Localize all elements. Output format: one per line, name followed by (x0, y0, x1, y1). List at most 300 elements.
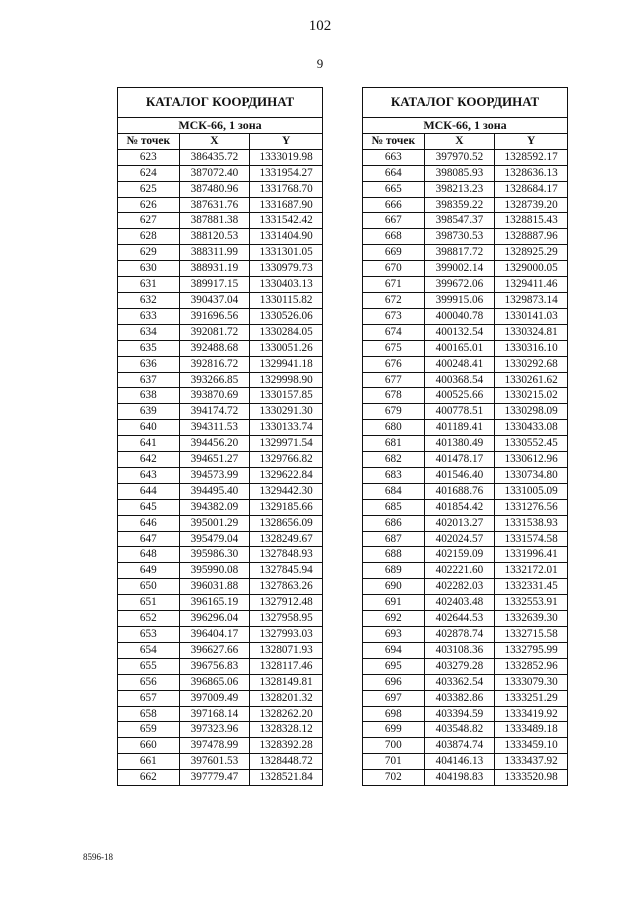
x-coordinate-cell: 396756.83 (179, 658, 250, 674)
point-number-cell: 641 (118, 436, 180, 452)
x-coordinate-cell: 402282.03 (424, 579, 495, 595)
point-number-cell: 628 (118, 229, 180, 245)
point-number-cell: 680 (363, 420, 425, 436)
y-coordinate-cell: 1332331.45 (495, 579, 568, 595)
y-coordinate-cell: 1332715.58 (495, 627, 568, 643)
table-row (118, 483, 323, 499)
y-coordinate-cell: 1329941.18 (250, 356, 323, 372)
table-row (118, 642, 323, 658)
point-number-cell: 657 (118, 690, 180, 706)
y-coordinate-cell: 1328071.93 (250, 642, 323, 658)
catalog-zone: МСК-66, 1 зона (363, 118, 568, 134)
table-row (118, 149, 323, 165)
x-coordinate-cell: 392816.72 (179, 356, 250, 372)
point-number-cell: 695 (363, 658, 425, 674)
y-coordinate-cell: 1332639.30 (495, 611, 568, 627)
x-coordinate-cell: 401380.49 (424, 436, 495, 452)
x-coordinate-cell: 398359.22 (424, 197, 495, 213)
x-coordinate-cell: 397478.99 (179, 738, 250, 754)
table-row (118, 738, 323, 754)
x-coordinate-cell: 396165.19 (179, 595, 250, 611)
y-coordinate-cell: 1331404.90 (250, 229, 323, 245)
table-row (118, 308, 323, 324)
point-number-cell: 670 (363, 261, 425, 277)
table-row (363, 229, 568, 245)
table-row (363, 197, 568, 213)
y-coordinate-cell: 1330403.13 (250, 277, 323, 293)
table-row (363, 213, 568, 229)
point-number-cell: 649 (118, 563, 180, 579)
point-number-cell: 656 (118, 674, 180, 690)
table-row (118, 579, 323, 595)
point-number-cell: 694 (363, 642, 425, 658)
point-number-cell: 661 (118, 754, 180, 770)
point-number-cell: 671 (363, 277, 425, 293)
point-number-cell: 636 (118, 356, 180, 372)
table-row (118, 245, 323, 261)
x-coordinate-cell: 386435.72 (179, 149, 250, 165)
column-header-y: Y (495, 133, 568, 149)
x-coordinate-cell: 402024.57 (424, 531, 495, 547)
x-coordinate-cell: 400132.54 (424, 324, 495, 340)
table-row (118, 674, 323, 690)
point-number-cell: 685 (363, 499, 425, 515)
point-number-cell: 690 (363, 579, 425, 595)
x-coordinate-cell: 387631.76 (179, 197, 250, 213)
x-coordinate-cell: 396865.06 (179, 674, 250, 690)
y-coordinate-cell: 1333019.98 (250, 149, 323, 165)
y-coordinate-cell: 1331005.09 (495, 483, 568, 499)
y-coordinate-cell: 1332172.01 (495, 563, 568, 579)
catalog-title: КАТАЛОГ КООРДИНАТ (118, 88, 323, 118)
x-coordinate-cell: 388931.19 (179, 261, 250, 277)
y-coordinate-cell: 1328201.32 (250, 690, 323, 706)
x-coordinate-cell: 394456.20 (179, 436, 250, 452)
x-coordinate-cell: 398547.37 (424, 213, 495, 229)
point-number-cell: 659 (118, 722, 180, 738)
x-coordinate-cell: 401688.76 (424, 483, 495, 499)
x-coordinate-cell: 400040.78 (424, 308, 495, 324)
table-row (118, 165, 323, 181)
point-number-cell: 627 (118, 213, 180, 229)
table-row (118, 261, 323, 277)
y-coordinate-cell: 1328684.17 (495, 181, 568, 197)
x-coordinate-cell: 396627.66 (179, 642, 250, 658)
table-row (363, 770, 568, 786)
y-coordinate-cell: 1330292.68 (495, 356, 568, 372)
table-row (363, 627, 568, 643)
point-number-cell: 673 (363, 308, 425, 324)
x-coordinate-cell: 398085.93 (424, 165, 495, 181)
point-number-cell: 686 (363, 515, 425, 531)
table-row (363, 292, 568, 308)
point-number-cell: 623 (118, 149, 180, 165)
y-coordinate-cell: 1330115.82 (250, 292, 323, 308)
point-number-cell: 646 (118, 515, 180, 531)
y-coordinate-cell: 1329185.66 (250, 499, 323, 515)
x-coordinate-cell: 400525.66 (424, 388, 495, 404)
y-coordinate-cell: 1328149.81 (250, 674, 323, 690)
point-number-cell: 665 (363, 181, 425, 197)
y-coordinate-cell: 1328521.84 (250, 770, 323, 786)
x-coordinate-cell: 397009.49 (179, 690, 250, 706)
x-coordinate-cell: 400778.51 (424, 404, 495, 420)
y-coordinate-cell: 1329873.14 (495, 292, 568, 308)
table-row (363, 436, 568, 452)
coordinate-catalog-table-right (362, 87, 568, 786)
y-coordinate-cell: 1333489.18 (495, 722, 568, 738)
point-number-cell: 660 (118, 738, 180, 754)
point-number-cell: 633 (118, 308, 180, 324)
point-number-cell: 632 (118, 292, 180, 308)
point-number-cell: 637 (118, 372, 180, 388)
y-coordinate-cell: 1328656.09 (250, 515, 323, 531)
point-number-cell: 699 (363, 722, 425, 738)
x-coordinate-cell: 393266.85 (179, 372, 250, 388)
table-row (118, 658, 323, 674)
table-body (363, 149, 568, 785)
point-number-cell: 629 (118, 245, 180, 261)
table-row (363, 324, 568, 340)
table-row (118, 690, 323, 706)
y-coordinate-cell: 1327958.95 (250, 611, 323, 627)
x-coordinate-cell: 395001.29 (179, 515, 250, 531)
x-coordinate-cell: 389917.15 (179, 277, 250, 293)
table-row (363, 340, 568, 356)
table-row (118, 197, 323, 213)
x-coordinate-cell: 401189.41 (424, 420, 495, 436)
y-coordinate-cell: 1328887.96 (495, 229, 568, 245)
table-row (363, 674, 568, 690)
y-coordinate-cell: 1332852.96 (495, 658, 568, 674)
table-row (118, 547, 323, 563)
table-row (118, 531, 323, 547)
x-coordinate-cell: 397168.14 (179, 706, 250, 722)
table-row (363, 404, 568, 420)
table-row (118, 595, 323, 611)
point-number-cell: 635 (118, 340, 180, 356)
table-row (118, 404, 323, 420)
y-coordinate-cell: 1327993.03 (250, 627, 323, 643)
x-coordinate-cell: 388120.53 (179, 229, 250, 245)
x-coordinate-cell: 394651.27 (179, 452, 250, 468)
y-coordinate-cell: 1330979.73 (250, 261, 323, 277)
y-coordinate-cell: 1331538.93 (495, 515, 568, 531)
table-row (363, 467, 568, 483)
point-number-cell: 625 (118, 181, 180, 197)
point-number-cell: 644 (118, 483, 180, 499)
document-code: 8596-18 (83, 852, 113, 862)
table-row (118, 436, 323, 452)
point-number-cell: 677 (363, 372, 425, 388)
table-row (118, 754, 323, 770)
table-row (363, 706, 568, 722)
x-coordinate-cell: 401854.42 (424, 499, 495, 515)
point-number-cell: 700 (363, 738, 425, 754)
y-coordinate-cell: 1327848.93 (250, 547, 323, 563)
y-coordinate-cell: 1333520.98 (495, 770, 568, 786)
y-coordinate-cell: 1330051.26 (250, 340, 323, 356)
page-number: 102 (308, 18, 332, 34)
point-number-cell: 691 (363, 595, 425, 611)
y-coordinate-cell: 1330157.85 (250, 388, 323, 404)
point-number-cell: 683 (363, 467, 425, 483)
x-coordinate-cell: 397779.47 (179, 770, 250, 786)
y-coordinate-cell: 1329971.54 (250, 436, 323, 452)
y-coordinate-cell: 1330298.09 (495, 404, 568, 420)
y-coordinate-cell: 1332553.91 (495, 595, 568, 611)
table-row (363, 372, 568, 388)
table-row (118, 372, 323, 388)
y-coordinate-cell: 1331687.90 (250, 197, 323, 213)
table-row (118, 467, 323, 483)
x-coordinate-cell: 402644.53 (424, 611, 495, 627)
x-coordinate-cell: 400368.54 (424, 372, 495, 388)
table-row (363, 499, 568, 515)
table-row (118, 452, 323, 468)
y-coordinate-cell: 1327845.94 (250, 563, 323, 579)
point-number-cell: 682 (363, 452, 425, 468)
table-row (118, 515, 323, 531)
x-coordinate-cell: 387480.96 (179, 181, 250, 197)
x-coordinate-cell: 392081.72 (179, 324, 250, 340)
y-coordinate-cell: 1333419.92 (495, 706, 568, 722)
point-number-cell: 630 (118, 261, 180, 277)
x-coordinate-cell: 402159.09 (424, 547, 495, 563)
point-number-cell: 662 (118, 770, 180, 786)
y-coordinate-cell: 1328117.46 (250, 658, 323, 674)
table-row (363, 149, 568, 165)
y-coordinate-cell: 1330433.08 (495, 420, 568, 436)
table-row (363, 658, 568, 674)
table-row (363, 245, 568, 261)
x-coordinate-cell: 403108.36 (424, 642, 495, 658)
y-coordinate-cell: 1330133.74 (250, 420, 323, 436)
table-row (363, 515, 568, 531)
y-coordinate-cell: 1328592.17 (495, 149, 568, 165)
table-row (118, 563, 323, 579)
point-number-cell: 669 (363, 245, 425, 261)
y-coordinate-cell: 1331276.56 (495, 499, 568, 515)
y-coordinate-cell: 1330215.02 (495, 388, 568, 404)
y-coordinate-cell: 1328739.20 (495, 197, 568, 213)
column-header-point-number: № точек (363, 133, 425, 149)
y-coordinate-cell: 1333437.92 (495, 754, 568, 770)
x-coordinate-cell: 402221.60 (424, 563, 495, 579)
x-coordinate-cell: 387881.38 (179, 213, 250, 229)
column-header-x: X (179, 133, 250, 149)
table-row (118, 420, 323, 436)
table-row (118, 722, 323, 738)
y-coordinate-cell: 1327912.48 (250, 595, 323, 611)
table-row (363, 388, 568, 404)
point-number-cell: 654 (118, 642, 180, 658)
point-number-cell: 640 (118, 420, 180, 436)
x-coordinate-cell: 403548.82 (424, 722, 495, 738)
table-row (363, 722, 568, 738)
y-coordinate-cell: 1330612.96 (495, 452, 568, 468)
table-row (363, 452, 568, 468)
point-number-cell: 678 (363, 388, 425, 404)
point-number-cell: 681 (363, 436, 425, 452)
y-coordinate-cell: 1331542.42 (250, 213, 323, 229)
table-row (118, 611, 323, 627)
table-row (363, 356, 568, 372)
x-coordinate-cell: 402013.27 (424, 515, 495, 531)
point-number-cell: 675 (363, 340, 425, 356)
x-coordinate-cell: 392488.68 (179, 340, 250, 356)
point-number-cell: 668 (363, 229, 425, 245)
x-coordinate-cell: 403382.86 (424, 690, 495, 706)
y-coordinate-cell: 1330261.62 (495, 372, 568, 388)
y-coordinate-cell: 1331301.05 (250, 245, 323, 261)
table-row (118, 770, 323, 786)
table-row (118, 340, 323, 356)
point-number-cell: 647 (118, 531, 180, 547)
point-number-cell: 634 (118, 324, 180, 340)
point-number-cell: 701 (363, 754, 425, 770)
catalog-zone: МСК-66, 1 зона (118, 118, 323, 134)
y-coordinate-cell: 1328815.43 (495, 213, 568, 229)
x-coordinate-cell: 396296.04 (179, 611, 250, 627)
point-number-cell: 658 (118, 706, 180, 722)
y-coordinate-cell: 1331574.58 (495, 531, 568, 547)
x-coordinate-cell: 402878.74 (424, 627, 495, 643)
column-header-point-number: № точек (118, 133, 180, 149)
point-number-cell: 672 (363, 292, 425, 308)
y-coordinate-cell: 1333251.29 (495, 690, 568, 706)
point-number-cell: 689 (363, 563, 425, 579)
x-coordinate-cell: 396031.88 (179, 579, 250, 595)
x-coordinate-cell: 398730.53 (424, 229, 495, 245)
point-number-cell: 624 (118, 165, 180, 181)
table-row (363, 595, 568, 611)
table-row (363, 547, 568, 563)
x-coordinate-cell: 400248.41 (424, 356, 495, 372)
point-number-cell: 676 (363, 356, 425, 372)
point-number-cell: 652 (118, 611, 180, 627)
table-row (363, 420, 568, 436)
table-row (118, 706, 323, 722)
x-coordinate-cell: 397323.96 (179, 722, 250, 738)
table-row (363, 754, 568, 770)
point-number-cell: 655 (118, 658, 180, 674)
x-coordinate-cell: 390437.04 (179, 292, 250, 308)
x-coordinate-cell: 403394.59 (424, 706, 495, 722)
x-coordinate-cell: 404146.13 (424, 754, 495, 770)
y-coordinate-cell: 1330291.30 (250, 404, 323, 420)
point-number-cell: 653 (118, 627, 180, 643)
point-number-cell: 643 (118, 467, 180, 483)
y-coordinate-cell: 1331996.41 (495, 547, 568, 563)
point-number-cell: 645 (118, 499, 180, 515)
point-number-cell: 698 (363, 706, 425, 722)
y-coordinate-cell: 1331954.27 (250, 165, 323, 181)
y-coordinate-cell: 1329442.30 (250, 483, 323, 499)
point-number-cell: 697 (363, 690, 425, 706)
column-header-y: Y (250, 133, 323, 149)
table-row (118, 213, 323, 229)
table-row (118, 324, 323, 340)
point-number-cell: 664 (363, 165, 425, 181)
point-number-cell: 639 (118, 404, 180, 420)
x-coordinate-cell: 401546.40 (424, 467, 495, 483)
x-coordinate-cell: 399915.06 (424, 292, 495, 308)
y-coordinate-cell: 1330734.80 (495, 467, 568, 483)
table-row (363, 277, 568, 293)
y-coordinate-cell: 1330324.81 (495, 324, 568, 340)
point-number-cell: 696 (363, 674, 425, 690)
x-coordinate-cell: 402403.48 (424, 595, 495, 611)
table-row (118, 292, 323, 308)
table-row (363, 181, 568, 197)
point-number-cell: 642 (118, 452, 180, 468)
y-coordinate-cell: 1328392.28 (250, 738, 323, 754)
x-coordinate-cell: 394573.99 (179, 467, 250, 483)
x-coordinate-cell: 397970.52 (424, 149, 495, 165)
table-row (363, 642, 568, 658)
table-row (118, 277, 323, 293)
table-row (363, 483, 568, 499)
x-coordinate-cell: 396404.17 (179, 627, 250, 643)
table-row (118, 181, 323, 197)
y-coordinate-cell: 1328636.13 (495, 165, 568, 181)
x-coordinate-cell: 398817.72 (424, 245, 495, 261)
x-coordinate-cell: 393870.69 (179, 388, 250, 404)
y-coordinate-cell: 1328448.72 (250, 754, 323, 770)
x-coordinate-cell: 401478.17 (424, 452, 495, 468)
x-coordinate-cell: 394495.40 (179, 483, 250, 499)
x-coordinate-cell: 391696.56 (179, 308, 250, 324)
x-coordinate-cell: 398213.23 (424, 181, 495, 197)
y-coordinate-cell: 1333079.30 (495, 674, 568, 690)
point-number-cell: 679 (363, 404, 425, 420)
point-number-cell: 648 (118, 547, 180, 563)
table-row (363, 738, 568, 754)
x-coordinate-cell: 395990.08 (179, 563, 250, 579)
x-coordinate-cell: 387072.40 (179, 165, 250, 181)
y-coordinate-cell: 1328262.20 (250, 706, 323, 722)
x-coordinate-cell: 403279.28 (424, 658, 495, 674)
y-coordinate-cell: 1333459.10 (495, 738, 568, 754)
x-coordinate-cell: 394382.09 (179, 499, 250, 515)
x-coordinate-cell: 395986.30 (179, 547, 250, 563)
x-coordinate-cell: 397601.53 (179, 754, 250, 770)
y-coordinate-cell: 1330141.03 (495, 308, 568, 324)
point-number-cell: 684 (363, 483, 425, 499)
table-row (363, 563, 568, 579)
x-coordinate-cell: 403874.74 (424, 738, 495, 754)
table-row (363, 611, 568, 627)
table-row (363, 531, 568, 547)
table-row (118, 627, 323, 643)
y-coordinate-cell: 1329622.84 (250, 467, 323, 483)
table-row (363, 579, 568, 595)
x-coordinate-cell: 399002.14 (424, 261, 495, 277)
table-row (363, 165, 568, 181)
y-coordinate-cell: 1329766.82 (250, 452, 323, 468)
point-number-cell: 626 (118, 197, 180, 213)
y-coordinate-cell: 1328925.29 (495, 245, 568, 261)
y-coordinate-cell: 1330284.05 (250, 324, 323, 340)
point-number-cell: 693 (363, 627, 425, 643)
y-coordinate-cell: 1329998.90 (250, 372, 323, 388)
x-coordinate-cell: 403362.54 (424, 674, 495, 690)
table-body (118, 149, 323, 785)
table-row (363, 308, 568, 324)
point-number-cell: 692 (363, 611, 425, 627)
y-coordinate-cell: 1332795.99 (495, 642, 568, 658)
